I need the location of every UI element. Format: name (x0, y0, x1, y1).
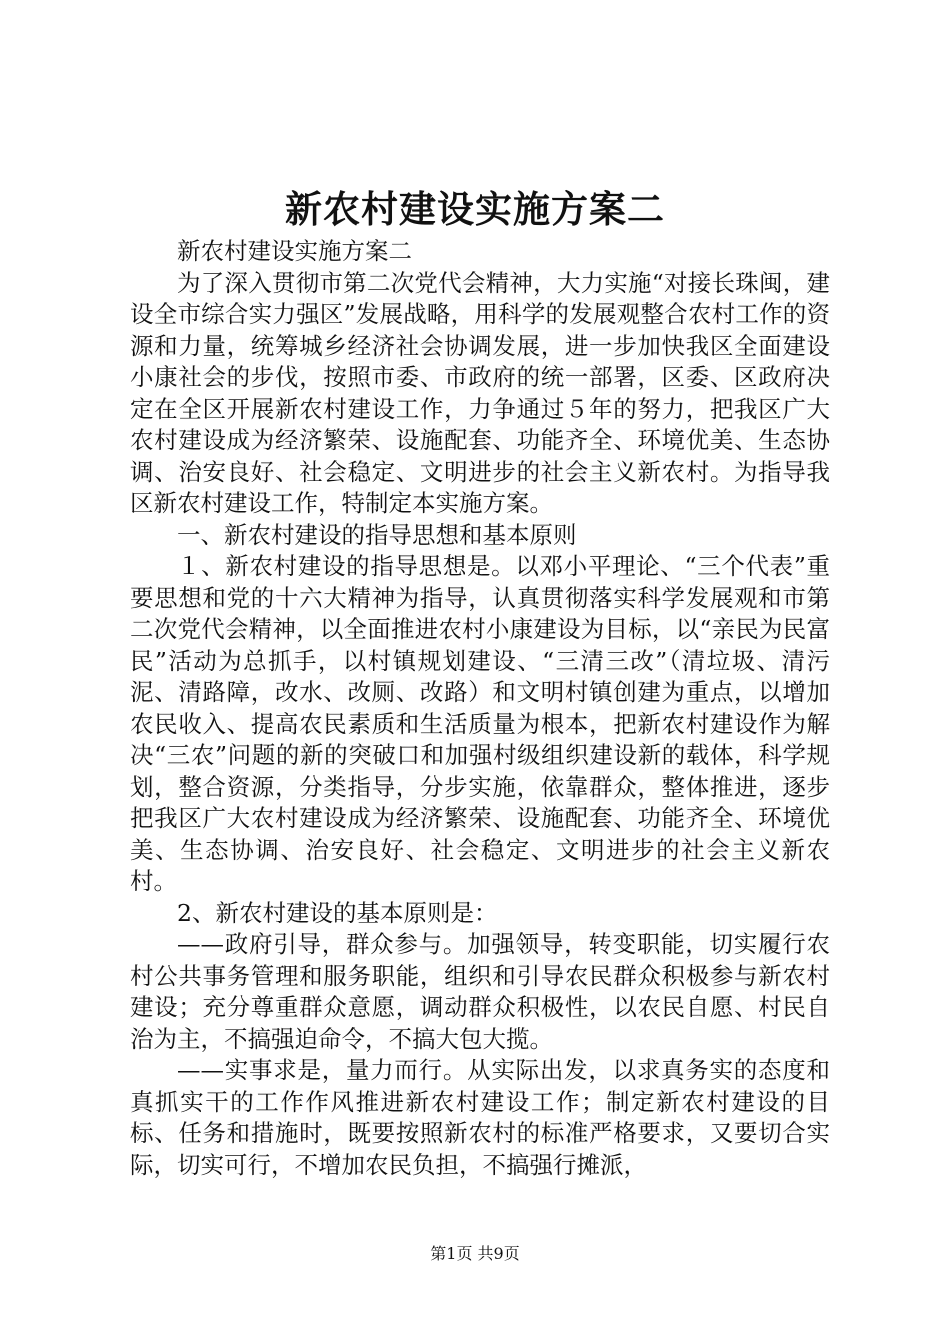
paragraph-subtitle: 新农村建设实施方案二 (177, 237, 412, 265)
paragraph-principle-2: ——实事求是，量力而行。从实际出发，以求真务实的态度和真抓实干的工作作风推进新农村建设工作；制定新农村建设的目标、任务和措施时，既要按照新农村的标准严格要求，又要切合实际，切实可行，不增加农民负担，不搞强行摊派， (130, 1056, 830, 1179)
document-body (130, 236, 830, 1181)
paragraph-intro: 为了深入贯彻市第二次党代会精神，大力实施“对接长珠闽，建设全市综合实力强区”发展战略，用科学的发展观整合农村工作的资源和力量，统筹城乡经济社会协调发展，进一步加快我区全面建设小康社会的步伐，按照市委、市政府的统一部署，区委、区政府决定在全区开展新农村建设工作，力争通过５年的努力，把我区广大农村建设成为经济繁荣、设施配套、功能齐全、环境优美、生态协调、治安良好、社会稳定、文明进步的社会主义新农村。为指导我区新农村建设工作，特制定本实施方案。 (130, 268, 830, 517)
page-footer: 第1页 共9页 (430, 1244, 520, 1263)
paragraph-basic-principles: 2、新农村建设的基本原则是： (177, 898, 498, 927)
paragraph-guiding-ideology: １、新农村建设的指导思想是。以邓小平理论、“三个代表”重要思想和党的十六大精神为指导，认真贯彻落实科学发展观和市第二次党代会精神，以全面推进农村小康建设为目标，以“亲民为民富民”活动为总抓手，以村镇规划建设、“三清三改”（清垃圾、清污泥、清路障，改水、改厕、改路）和文明村镇创建为重点，以增加农民收入、提高农民素质和生活质量为根本，把新农村建设作为解决“三农”问题的新的突破口和加强村级组织建设新的载体，科学规划，整合资源，分类指导，分步实施，依靠群众，整体推进，逐步把我区广大农村建设成为经济繁荣、设施配套、功能齐全、环境优美、生态协调、治安良好、社会稳定、文明进步的社会主义新农村。 (130, 552, 830, 895)
section-heading-1: 一、新农村建设的指导思想和基本原则 (177, 520, 577, 549)
document-title: 新农村建设实施方案二 (285, 187, 665, 231)
paragraph-principle-1: ——政府引导，群众参与。加强领导，转变职能，切实履行农村公共事务管理和服务职能，组织和引导农民群众积极参与新农村建设；充分尊重群众意愿，调动群众积极性，以农民自愿、村民自治为主，不搞强迫命令，不搞大包大揽。 (130, 930, 830, 1053)
